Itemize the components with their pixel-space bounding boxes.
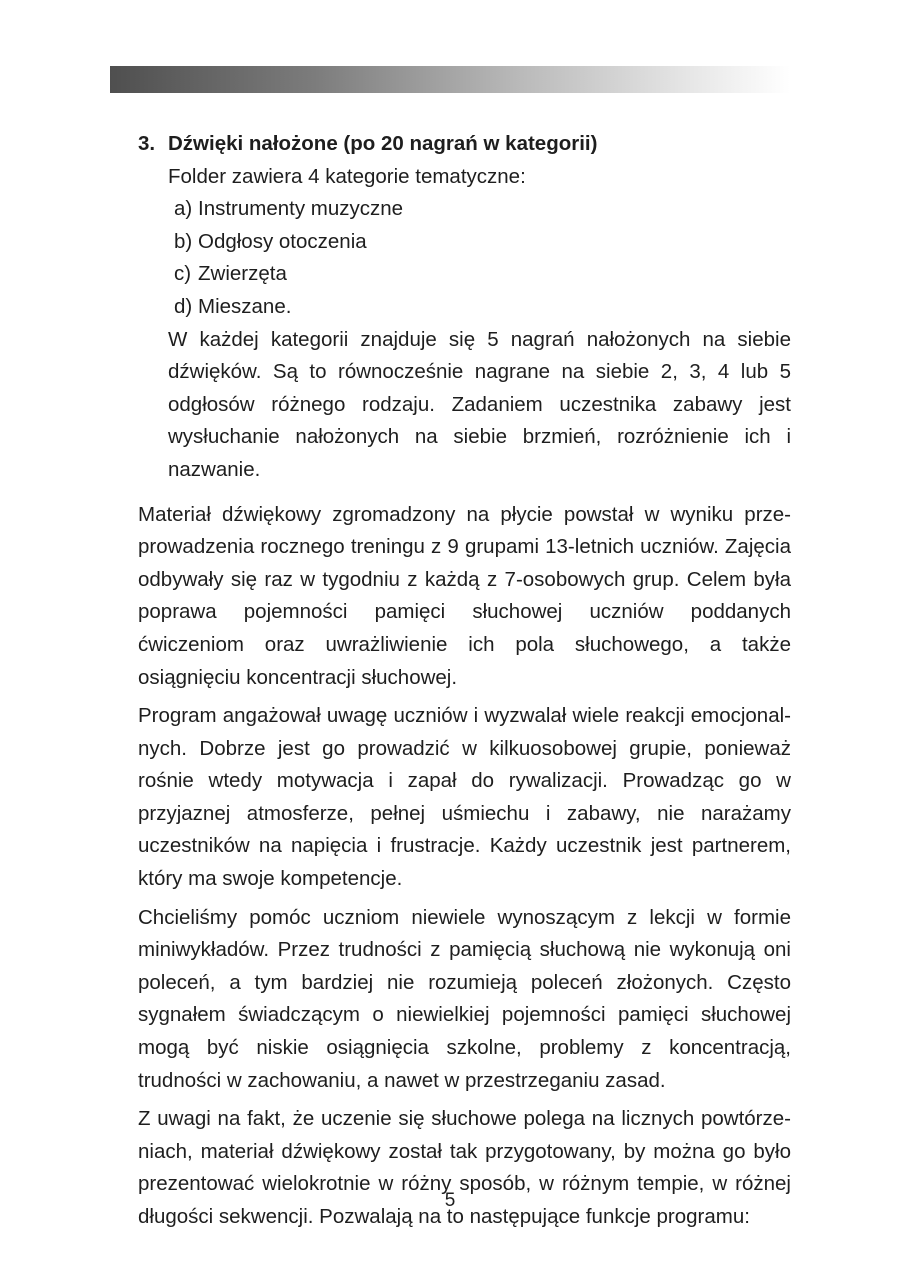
- list-item: [174, 226, 791, 259]
- list-item: [174, 258, 791, 291]
- section-number: 3.: [138, 132, 156, 155]
- section-description: W każdej kategorii znajduje się 5 nagrań nałożonych na siebie dźwięków. Są to równocześnie nagrane na siebie 2, 3, 4 lub 5 odgłosów różnego rodzaju. Zadaniem uczestnika zabawy jest wysłuchanie nałożonych na siebie brzmień, rozróżnienie ich i nazwanie.: [168, 327, 791, 481]
- paragraph: Chcieliśmy pomóc uczniom niewiele wynoszącym z lekcji w formie miniwykładów. Przez trudności z pamięcią słuchową nie wykonują oni poleceń, a tym bardziej nie rozumieją poleceń złożonych. Często sygnałem świadczącym o niewielkiej pojemności pamięci słuchowej mogą być niskie osiągnięcia szkolne, problemy z koncentracją, trudności w zachowaniu, a nawet w przestrzeganiu zasad.: [138, 905, 791, 1092]
- paragraph: Program angażował uwagę uczniów i wyzwalał wiele reakcji emocjonalnych. Dobrze jest go prowadzić w kilkuosobowej grupie, ponieważ rośnie wtedy motywacja i zapał do rywalizacji. Prowadząc go w przyjaznej atmosferze, pełnej uśmiechu i zabawy, nie narażamy uczestników na napięcia i frustracje. Każdy uczestnik jest partnerem, który ma swoje kompetencje.: [138, 704, 791, 891]
- paragraph: Materiał dźwiękowy zgromadzony na płycie powstał w wyniku przeprowadzenia rocznego treningu z 9 grupami 13-letnich uczniów. Zajęcia odbywały się raz w tygodniu z każdą z 7-osobowych grup. Celem była poprawa pojemności pamięci słuchowej uczniów poddanych ćwiczeniom oraz uwrażliwienie ich pola słuchowego, a także osiągnięciu koncentracji słuchowej.: [138, 502, 791, 689]
- section-title: Dźwięki nałożone (po 20 nagrań w kategorii): [168, 132, 598, 155]
- list-item-label: Odgłosy otoczenia: [198, 229, 367, 253]
- header-gradient-bar: [110, 66, 790, 93]
- list-marker: b): [174, 229, 193, 253]
- list-item: [174, 193, 791, 226]
- body-text: [138, 499, 791, 1234]
- page-number: 5: [444, 1190, 456, 1211]
- section-body: [168, 161, 791, 487]
- section-heading: [138, 128, 791, 161]
- paragraph: Z uwagi na fakt, że uczenie się słuchowe polega na licznych powtórzeniach, materiał dźwiękowy został tak przygotowany, by można go było prezentować wielokrotnie w różny sposób, w różnym tempie, w różnej długości sekwencji. Pozwalają na to następujące funkcje programu:: [138, 1107, 791, 1228]
- list-item-label: Zwierzęta: [198, 262, 287, 286]
- list-marker: d): [174, 294, 193, 318]
- list-marker: a): [174, 197, 193, 221]
- page-content: [138, 128, 791, 1234]
- list-item: [174, 291, 791, 324]
- list-marker: c): [174, 262, 192, 286]
- section-intro: Folder zawiera 4 kategorie tematyczne:: [168, 164, 526, 188]
- list-item-label: Instrumenty muzyczne: [198, 197, 404, 221]
- list-item-label: Mieszane.: [198, 294, 292, 318]
- category-list: [168, 193, 791, 323]
